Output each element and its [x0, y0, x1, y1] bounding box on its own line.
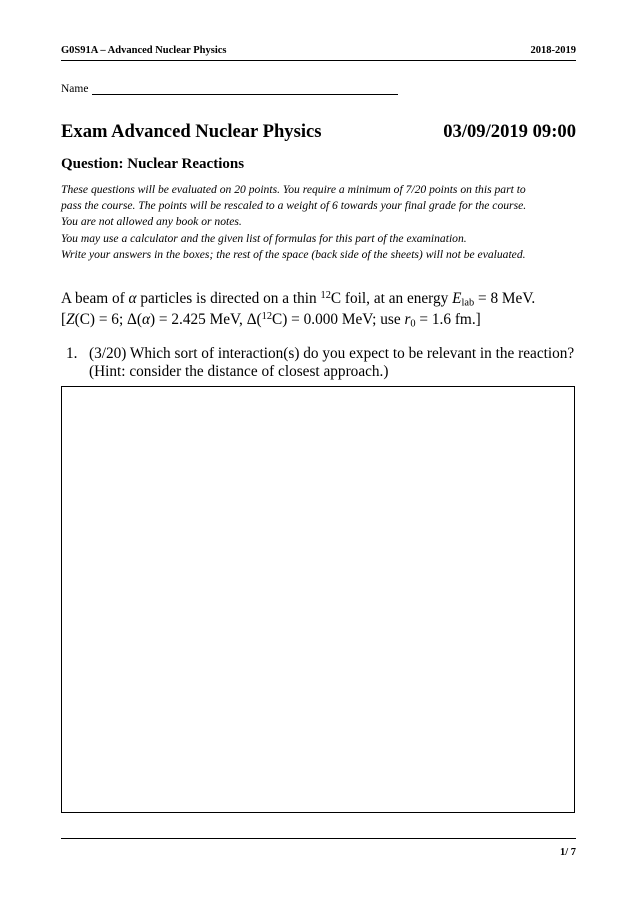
question-title: Question: Nuclear Reactions: [61, 156, 245, 172]
problem-text: C foil, at an energy: [330, 290, 453, 307]
instructions: [61, 182, 581, 263]
instruction-line: Write your answers in the boxes; the rest of the space (back side of the sheets) will not be evaluated.: [61, 247, 526, 261]
question-text: (3/20) Which sort of interaction(s) do you expect to be relevant in the reaction?: [89, 345, 575, 362]
header-rule: [61, 60, 576, 61]
problem-line-1: [61, 290, 535, 308]
problem-text: ) = 2.425 MeV, Δ(: [149, 311, 262, 328]
z-symbol: Z: [66, 311, 75, 328]
exam-title: Exam Advanced Nuclear Physics: [61, 121, 322, 142]
energy-subscript: lab: [461, 297, 475, 309]
name-field[interactable]: [92, 94, 398, 95]
alpha-symbol: α: [141, 311, 150, 328]
problem-text: (C) = 6; Δ(: [74, 311, 142, 328]
instruction-line: You are not allowed any book or notes.: [61, 215, 242, 229]
problem-text: C) = 0.000 MeV; use: [272, 311, 405, 328]
problem-line-2: [61, 311, 481, 329]
radius-symbol: r: [404, 311, 411, 328]
answer-box[interactable]: [61, 386, 575, 813]
header-year: 2018-2019: [530, 45, 576, 56]
problem-text: particles is directed on a thin: [136, 290, 321, 307]
header-course: G0S91A – Advanced Nuclear Physics: [61, 45, 227, 56]
mass-number: 12: [320, 289, 331, 301]
radius-subscript: 0: [410, 318, 416, 330]
question-hint: (Hint: consider the distance of closest approach.): [89, 363, 389, 380]
problem-text: = 1.6 fm.]: [415, 311, 481, 328]
energy-value: = 8 MeV.: [474, 290, 536, 307]
instruction-line: You may use a calculator and the given list of formulas for this part of the examination.: [61, 231, 467, 245]
page-number: 1/ 7: [559, 847, 576, 858]
energy-symbol: E: [452, 290, 462, 307]
question-number: 1.: [66, 345, 78, 362]
alpha-symbol: α: [128, 290, 137, 307]
problem-text: [: [61, 311, 67, 328]
instruction-line: pass the course. The points will be rescaled to a weight of 6 towards your final grade for the course.: [61, 199, 527, 213]
problem-text: A beam of: [61, 290, 129, 307]
exam-datetime: 03/09/2019 09:00: [443, 121, 576, 142]
instruction-line: These questions will be evaluated on 20 points. You require a minimum of 7/20 points on this part to: [61, 183, 526, 196]
footer-rule: [61, 838, 576, 839]
name-label: Name: [61, 83, 89, 95]
mass-number: 12: [261, 310, 273, 322]
